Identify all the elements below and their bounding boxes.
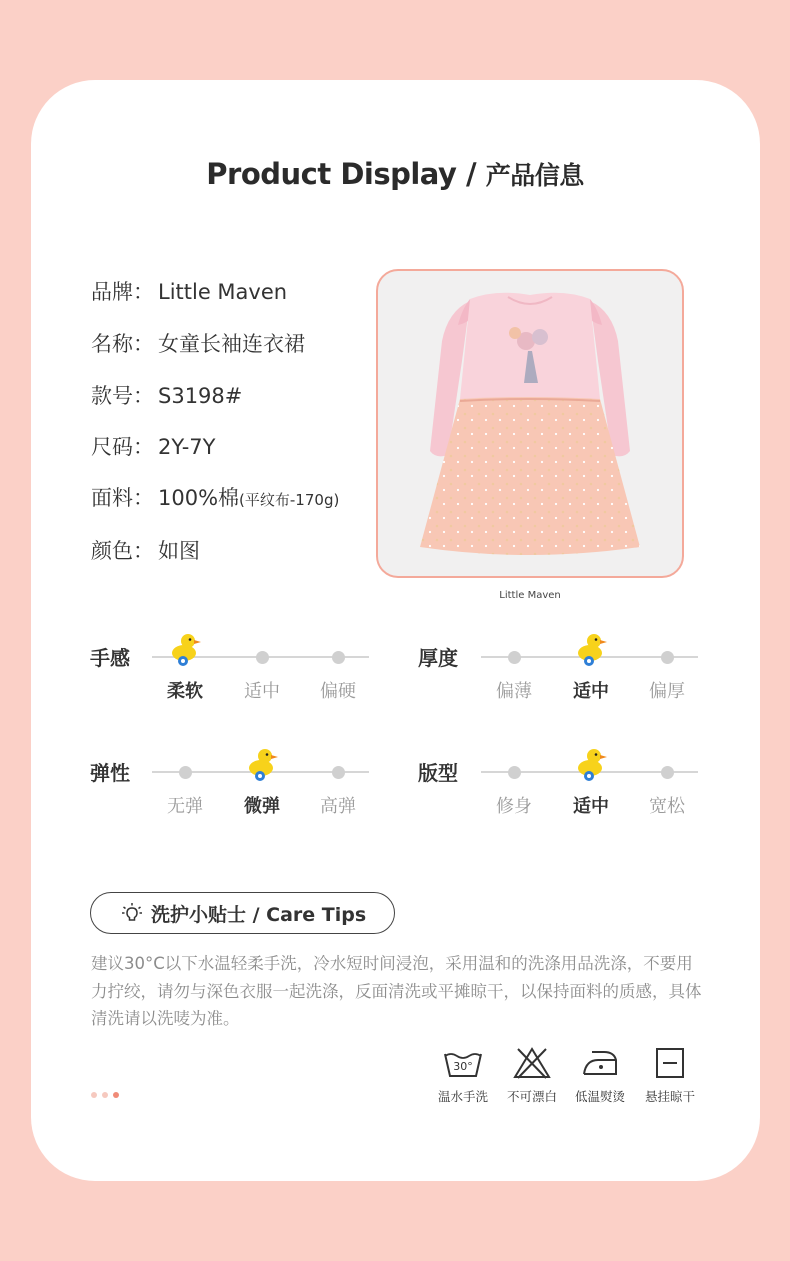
hang-dry-icon bbox=[650, 1046, 690, 1080]
care-tips-pill bbox=[90, 892, 395, 934]
no-bleach-icon bbox=[512, 1046, 552, 1080]
duck-indicator-icon bbox=[575, 747, 609, 783]
care-label: 低温熨烫 bbox=[574, 1089, 625, 1104]
spec-style-number bbox=[91, 380, 242, 410]
page-dot bbox=[91, 1092, 97, 1098]
scale-option: 适中 bbox=[573, 681, 609, 702]
scale-option: 修身 bbox=[496, 796, 532, 817]
attribute-label: 手感 bbox=[90, 646, 130, 670]
dress-illustration bbox=[378, 271, 682, 576]
scale-option: 偏薄 bbox=[496, 681, 532, 702]
title-cn: 产品信息 bbox=[485, 161, 584, 190]
page-dot bbox=[113, 1092, 119, 1098]
scale-option: 适中 bbox=[244, 681, 280, 702]
scale-option: 无弹 bbox=[167, 796, 203, 817]
scale-dot bbox=[332, 766, 345, 779]
duck-indicator-icon bbox=[246, 747, 280, 783]
scale-option: 偏硬 bbox=[320, 681, 356, 702]
wash-temperature: 30° bbox=[453, 1060, 473, 1073]
scale-option: 高弹 bbox=[320, 796, 356, 817]
scale-option: 微弹 bbox=[244, 796, 280, 817]
scale-option: 偏厚 bbox=[649, 681, 685, 702]
scale-dot bbox=[332, 651, 345, 664]
scale-dot bbox=[661, 651, 674, 664]
spec-label: 品牌： bbox=[91, 280, 154, 304]
spec-label: 名称： bbox=[91, 332, 154, 356]
spec-fabric bbox=[91, 482, 339, 512]
page-dot bbox=[102, 1092, 108, 1098]
title-sep: / bbox=[456, 157, 486, 191]
scale-dot bbox=[508, 651, 521, 664]
scale-dot bbox=[256, 651, 269, 664]
scale-option: 宽松 bbox=[649, 796, 685, 817]
spec-label: 款号： bbox=[91, 384, 154, 408]
scale-dot bbox=[179, 766, 192, 779]
care-label: 不可漂白 bbox=[506, 1089, 557, 1104]
spec-value: Little Maven bbox=[158, 280, 288, 304]
lightbulb-icon bbox=[121, 902, 143, 924]
spec-value: S3198# bbox=[158, 384, 243, 408]
hand-wash-30-icon bbox=[443, 1046, 483, 1080]
spec-value: 100%棉 bbox=[158, 486, 240, 510]
spec-name bbox=[91, 328, 305, 358]
attribute-label: 版型 bbox=[418, 761, 458, 785]
spec-value: 2Y-7Y bbox=[158, 435, 216, 459]
care-tips-text: 建议30°C以下水温轻柔手洗，冷水短时间浸泡，采用温和的洗涤用品洗涤，不要用力拧绞，请勿与深色衣服一起洗涤，反面清洗或平摊晾干，以保持面料的质感，具体清洗请以洗唛为准。 bbox=[91, 954, 702, 1028]
scale-option: 适中 bbox=[573, 796, 609, 817]
spec-label: 面料： bbox=[91, 486, 154, 510]
page-title bbox=[0, 156, 790, 192]
photo-caption: Little Maven bbox=[499, 590, 561, 601]
attribute-label: 厚度 bbox=[418, 646, 458, 670]
low-iron-icon bbox=[580, 1046, 620, 1080]
spec-note: (平纹布-170g) bbox=[239, 491, 340, 509]
spec-value: 如图 bbox=[158, 539, 200, 563]
care-label: 悬挂晾干 bbox=[644, 1089, 695, 1104]
spec-value: 女童长袖连衣裙 bbox=[158, 332, 305, 356]
duck-indicator-icon bbox=[169, 632, 203, 668]
spec-label: 颜色： bbox=[91, 539, 154, 563]
spec-brand bbox=[91, 276, 287, 306]
scale-option: 柔软 bbox=[167, 681, 203, 702]
care-label: 温水手洗 bbox=[437, 1089, 488, 1104]
product-image bbox=[376, 269, 684, 578]
scale-dot bbox=[661, 766, 674, 779]
spec-label: 尺码： bbox=[91, 435, 154, 459]
care-tips-title: 洗护小贴士 / Care Tips bbox=[151, 903, 367, 926]
duck-indicator-icon bbox=[575, 632, 609, 668]
scale-dot bbox=[508, 766, 521, 779]
spec-size bbox=[91, 431, 215, 461]
page-indicator bbox=[91, 1092, 119, 1098]
spec-color bbox=[91, 535, 200, 565]
title-en: Product Display bbox=[206, 157, 457, 191]
attribute-label: 弹性 bbox=[90, 761, 130, 785]
